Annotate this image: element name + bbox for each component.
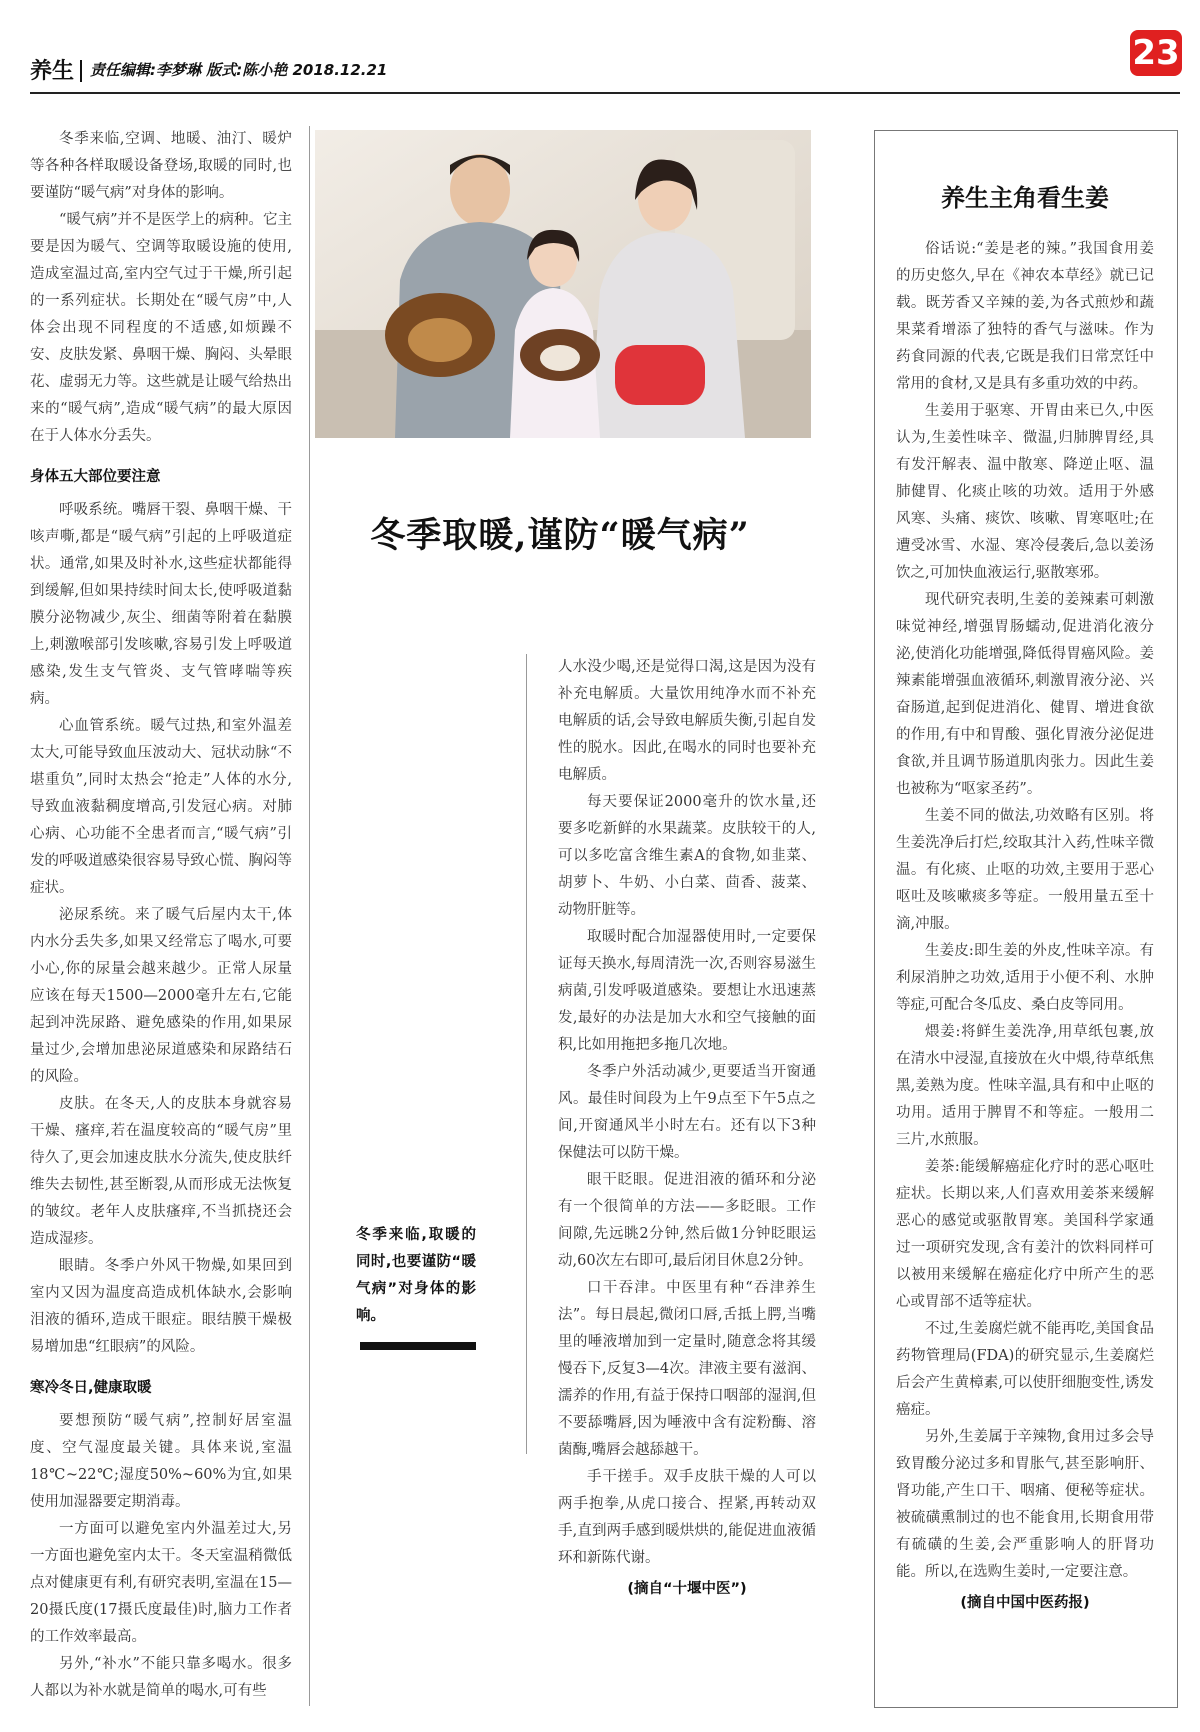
subheading-body-parts: 身体五大部位要注意 xyxy=(30,469,161,485)
family-photo xyxy=(315,130,811,438)
sidebar-paragraph: 生姜用于驱寒、开胃由来已久,中医认为,生姜性味辛、微温,归肺脾胃经,具有发汗解表、温中散寒、降逆止呕、温肺健胃、化痰止咳的功效。适用于外感风寒、头痛、痰饮、咳嗽、胃寒呕吐;在遭受冰雪、水湿、寒冷侵袭后,急以姜汤饮之,可加快血液运行,驱散寒邪。 xyxy=(896,403,1154,581)
page-header xyxy=(30,48,1180,88)
subheading-healthy-heating: 寒冷冬日,健康取暖 xyxy=(30,1380,152,1396)
article-source: (摘自“十堰中医”) xyxy=(627,1581,747,1597)
body-paragraph: 呼吸系统。嘴唇干裂、鼻咽干燥、干咳声嘶,都是“暖气病”引起的上呼吸道症状。通常,如果及时补水,这些症状都能得到缓解,但如果持续时间太长,使呼吸道黏膜分泌物减少,灰尘、细菌等附着在黏膜上,刺激喉部引发咳嗽,容易引发上呼吸道感染,发生支气管炎、支气管哮喘等疾病。 xyxy=(30,502,292,707)
body-paragraph: 皮肤。在冬天,人的皮肤本身就容易干燥、瘙痒,若在温度较高的“暖气房”里待久了,更会加速皮肤水分流失,使皮肤纤维失去韧性,甚至断裂,从而形成无法恢复的皱纹。老年人皮肤瘙痒,不当抓挠还会造成湿疹。 xyxy=(30,1096,292,1247)
article-column-left xyxy=(30,126,292,1705)
section-name: 养生 xyxy=(30,59,75,84)
column-divider xyxy=(526,654,527,1454)
sidebar-paragraph: 不过,生姜腐烂就不能再吃,美国食品药物管理局(FDA)的研究显示,生姜腐烂后会产生黄樟素,可以使肝细胞变性,诱发癌症。 xyxy=(896,1321,1154,1418)
body-paragraph: 心血管系统。暖气过热,和室外温差太大,可能导致血压波动大、冠状动脉“不堪重负”,同时太热会“抢走”人体的水分,导致血液黏稠度增高,引发冠心病。对肺心病、心功能不全患者而言,“暖气病”引发的呼吸道感染很容易导致心慌、胸闷等症状。 xyxy=(30,718,292,896)
page-number-badge: 23 xyxy=(1130,30,1182,76)
sidebar-paragraph: 现代研究表明,生姜的姜辣素可刺激味觉神经,增强胃肠蠕动,促进消化液分泌,使消化功能增强,降低得胃癌风险。姜辣素能增强血液循环,刺激胃液分泌、兴奋肠道,起到促进消化、健胃、增进食欲的作用,有中和胃酸、强化胃液分泌促进食欲,并且调节肠道肌肉张力。因此生姜也被称为“呕家圣药”。 xyxy=(896,592,1154,797)
sidebar-column xyxy=(896,236,1154,1617)
column-divider xyxy=(309,126,310,1706)
sidebar-paragraph: 生姜皮:即生姜的外皮,性味辛凉。有利尿消肿之功效,适用于小便不利、水肿等症,可配合冬瓜皮、桑白皮等同用。 xyxy=(896,943,1154,1013)
body-paragraph: 眼睛。冬季户外风干物燥,如果回到室内又因为温度高造成机体缺水,会影响泪液的循环,造成干眼症。眼结膜干燥极易增加患“红眼病”的风险。 xyxy=(30,1258,292,1355)
body-paragraph: 口干吞津。中医里有种“吞津养生法”。每日晨起,微闭口唇,舌抵上腭,当嘴里的唾液增加到一定量时,随意念将其缓慢吞下,反复3—4次。津液主要有滋润、濡养的作用,有益于保持口咽部的湿润,但不要舔嘴唇,因为唾液中含有淀粉酶、溶菌酶,嘴唇会越舔越干。 xyxy=(558,1280,816,1458)
body-paragraph: 取暖时配合加湿器使用时,一定要保证每天换水,每周清洗一次,否则容易滋生病菌,引发呼吸道感染。要想让水迅速蒸发,最好的办法是加大水和空气接触的面积,比如用拖把多拖几次地。 xyxy=(558,929,816,1053)
sidebar-paragraph: 姜茶:能缓解癌症化疗时的恶心呕吐症状。长期以来,人们喜欢用姜茶来缓解恶心的感觉或驱散胃寒。美国科学家通过一项研究发现,含有姜汁的饮料同样可以被用来缓解在癌症化疗中所产生的恶心或胃部不适等症状。 xyxy=(896,1159,1154,1310)
body-paragraph: 人水没少喝,还是觉得口渴,这是因为没有补充电解质。大量饮用纯净水而不补充电解质的话,会导致电解质失衡,引起自发性的脱水。因此,在喝水的同时也要补充电解质。 xyxy=(558,659,816,783)
sidebar-title: 养生主角看生姜 xyxy=(941,183,1109,212)
pull-quote: 冬季来临,取暖的同时,也要谨防“暖气病”对身体的影响。 xyxy=(356,1227,476,1324)
body-paragraph: 冬季户外活动减少,更要适当开窗通风。最佳时间段为上午9点至下午5点之间,开窗通风半小时左右。还有以下3种保健法可以防干燥。 xyxy=(558,1064,816,1161)
intro-paragraph: 冬季来临,空调、地暖、油汀、暖炉等各种各样取暖设备登场,取暖的同时,也要谨防“暖气病”对身体的影响。 xyxy=(30,131,292,201)
header-divider xyxy=(80,60,82,82)
sidebar-paragraph: 生姜不同的做法,功效略有区别。将生姜洗净后打烂,绞取其汁入药,性味辛微温。有化痰、止呕的功效,主要用于恶心呕吐及咳嗽痰多等症。一般用量五至十滴,冲服。 xyxy=(896,808,1154,932)
sidebar-paragraph: 煨姜:将鲜生姜洗净,用草纸包裹,放在清水中浸湿,直接放在火中煨,待草纸焦黑,姜熟为度。性味辛温,具有和中止呕的功用。适用于脾胃不和等症。一般用二三片,水煎服。 xyxy=(896,1024,1154,1148)
body-paragraph: 一方面可以避免室内外温差过大,另一方面也避免室内太干。冬天室温稍微低点对健康更有利,有研究表明,室温在15—20摄氏度(17摄氏度最佳)时,脑力工作者的工作效率最高。 xyxy=(30,1521,292,1645)
sidebar-paragraph: 另外,生姜属于辛辣物,食用过多会导致胃酸分泌过多和胃胀气,甚至影响肝、肾功能,产生口干、咽痛、便秘等症状。被硫磺熏制过的也不能食用,长期食用带有硫磺的生姜,会严重影响人的肝肾功能。所以,在选购生姜时,一定要注意。 xyxy=(896,1429,1154,1580)
article-headline: 冬季取暖,谨防“暖气病” xyxy=(370,515,750,556)
header-rule xyxy=(30,92,1180,94)
sidebar-source: (摘自中国中医药报) xyxy=(960,1595,1090,1611)
body-paragraph: 眼干眨眼。促进泪液的循环和分泌有一个很简单的方法——多眨眼。工作间隙,先远眺2分钟,然后做1分钟眨眼运动,60次左右即可,最后闭目休息2分钟。 xyxy=(558,1172,816,1269)
article-column-middle xyxy=(558,654,816,1603)
body-paragraph: 手干搓手。双手皮肤干燥的人可以两手抱拳,从虎口接合、捏紧,再转动双手,直到两手感到暖烘烘的,能促进血液循环和新陈代谢。 xyxy=(558,1469,816,1566)
body-paragraph: 泌尿系统。来了暖气后屋内太干,体内水分丢失多,如果又经常忘了喝水,可要小心,你的尿量会越来越少。正常人尿量应该在每天1500—2000毫升左右,它能起到冲洗尿路、避免感染的作用,如果尿量过少,会增加患泌尿道感染和尿路结石的风险。 xyxy=(30,907,292,1085)
sidebar-paragraph: 俗话说:“姜是老的辣。”我国食用姜的历史悠久,早在《神农本草经》就已记载。既芳香又辛辣的姜,为各式煎炒和蔬果菜肴增添了独特的香气与滋味。作为药食同源的代表,它既是我们日常烹饪中常用的食材,又是具有多重功效的中药。 xyxy=(896,241,1154,392)
body-paragraph: 要想预防“暖气病”,控制好居室温度、空气湿度最关键。具体来说,室温18℃~22℃;湿度50%~60%为宜,如果使用加湿器要定期消毒。 xyxy=(30,1413,292,1510)
editor-credits: 责任编辑:李梦琳 版式:陈小艳 2018.12.21 xyxy=(90,61,388,79)
pull-quote-bar xyxy=(360,1342,476,1350)
body-paragraph: 另外,“补水”不能只靠多喝水。很多人都以为补水就是简单的喝水,可有些 xyxy=(30,1656,292,1699)
family-photo-illustration xyxy=(315,130,811,438)
body-paragraph: 每天要保证2000毫升的饮水量,还要多吃新鲜的水果蔬菜。皮肤较干的人,可以多吃富含维生素A的食物,如韭菜、胡萝卜、牛奶、小白菜、茴香、菠菜、动物肝脏等。 xyxy=(558,794,816,918)
intro-paragraph: “暖气病”并不是医学上的病种。它主要是因为暖气、空调等取暖设施的使用,造成室温过高,室内空气过于干燥,所引起的一系列症状。长期处在“暖气房”中,人体会出现不同程度的不适感,如烦躁不安、皮肤发紧、鼻咽干燥、胸闷、头晕眼花、虚弱无力等。这些就是让暖气给热出来的“暖气病”,造成“暖气病”的最大原因在于人体水分丢失。 xyxy=(30,212,292,444)
